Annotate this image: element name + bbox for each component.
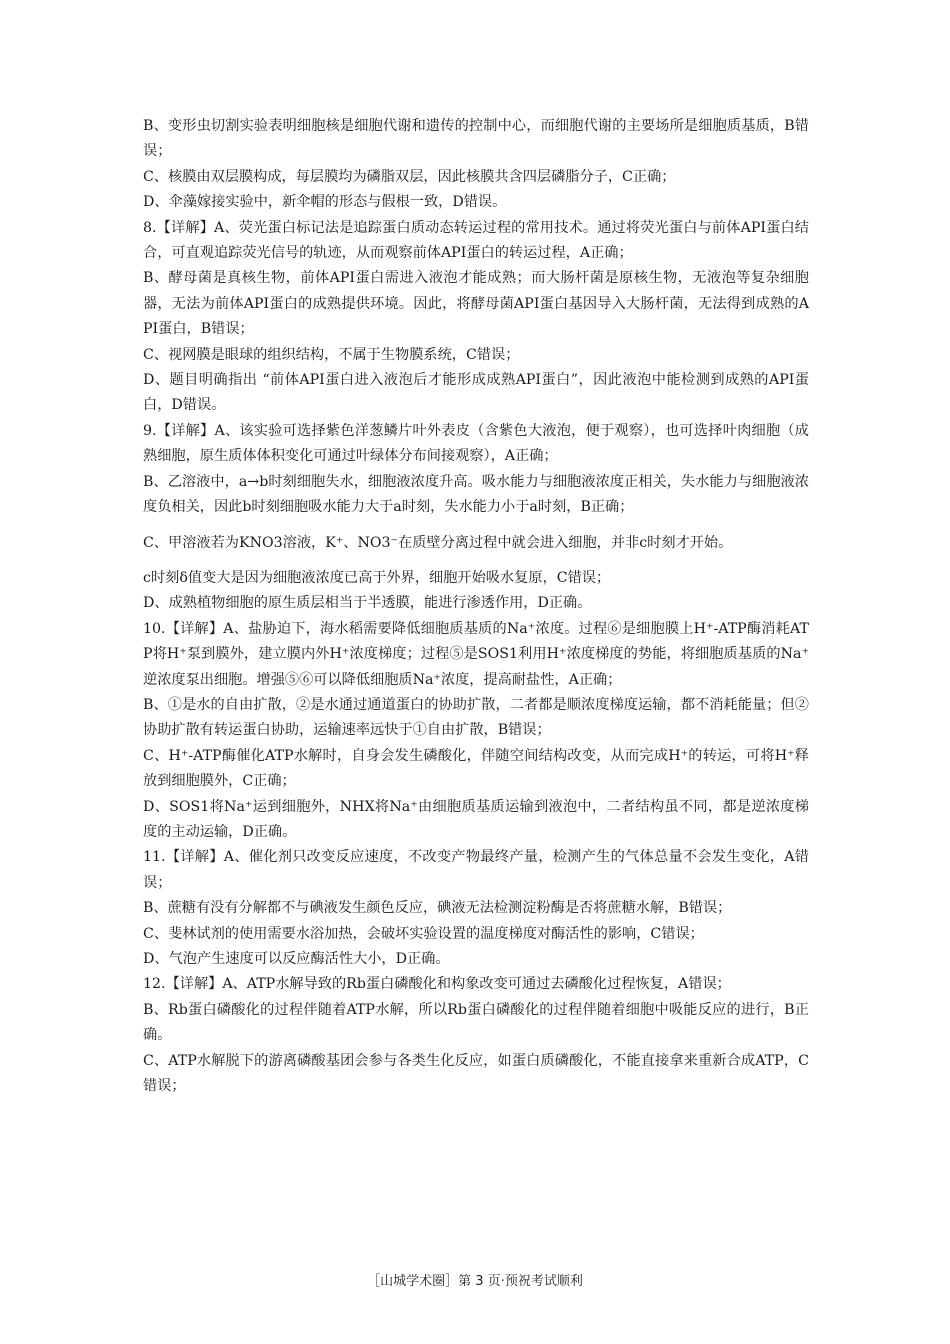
paragraph-12a: 12.【详解】A、ATP水解导致的Rb蛋白磷酸化和构象改变可通过去磷酸化过程恢复，A错误； xyxy=(143,976,731,993)
paragraph-9d: D、成熟植物细胞的原生质层相当于半透膜，能进行渗透作用，D正确。 xyxy=(143,595,592,612)
paragraph-7c: C、核膜由双层膜构成，每层膜均为磷脂双层，因此核膜共含四层磷脂分子，C正确； xyxy=(143,168,676,185)
paragraph-11c: C、斐林试剂的使用需要水浴加热，会破坏实验设置的温度梯度对酶活性的影响，C错误； xyxy=(143,925,704,942)
paragraph-10a: 10.【详解】A、盐胁迫下，海水稻需要降低细胞质基质的Na⁺浓度。过程⑥是细胞膜上H⁺-ATP酶消耗ATP将H⁺泵到膜外，建立膜内外H⁺浓度梯度；过程⑤是SOS1利用H⁺浓度梯度的势能，将细胞质基质的Na⁺逆浓度泵出细胞。增强⑤⑥可以降低细胞质Na⁺浓度，提高耐盐性，A正确； xyxy=(143,620,809,688)
page-body xyxy=(143,114,809,1099)
page-footer: ［山城学术圈］第 3 页·预祝考试顺利 xyxy=(367,1274,583,1289)
paragraph-11b: B、蔗糖有没有分解都不与碘液发生颜色反应，碘液无法检测淀粉酶是否将蔗糖水解，B错误； xyxy=(143,900,732,917)
paragraph-9b: B、乙溶液中，a→b时刻细胞失水，细胞液浓度升高。吸水能力与细胞液浓度正相关，失水能力与细胞液浓度负相关，因此b时刻细胞吸水能力大于a时刻，失水能力小于a时刻，B正确； xyxy=(143,473,809,516)
paragraph-9c-cont: c时刻δ值变大是因为细胞液浓度已高于外界，细胞开始吸水复原，C错误； xyxy=(143,569,611,586)
paragraph-9c: C、甲溶液若为KNO3溶液，K⁺、NO3⁻在质壁分离过程中就会进入细胞，并非c时刻才开始。 xyxy=(143,534,733,551)
paragraph-11a: 11.【详解】A、催化剂只改变反应速度，不改变产物最终产量，检测产生的气体总量不会发生变化，A错误； xyxy=(143,849,809,891)
paragraph-8d: D、题目明确指出 “前体API蛋白进入液泡后才能形成成熟API蛋白”，因此液泡中能检测到成熟的API蛋白，D错误。 xyxy=(143,372,809,414)
paragraph-11d: D、气泡产生速度可以反应酶活性大小，D正确。 xyxy=(143,951,450,967)
paragraph-8c: C、视网膜是眼球的组织结构，不属于生物膜系统，C错误； xyxy=(143,346,520,363)
paragraph-12b: B、Rb蛋白磷酸化的过程伴随着ATP水解，所以Rb蛋白磷酸化的过程伴随着细胞中吸能反应的进行，B正确。 xyxy=(143,1001,809,1044)
paragraph-10c: C、H⁺-ATP酶催化ATP水解时，自身会发生磷酸化，伴随空间结构改变，从而完成H⁺的转运，可将H⁺释放到细胞膜外，C正确； xyxy=(143,747,809,790)
paragraph-7d: D、伞藻嫁接实验中，新伞帽的形态与假根一致，D错误。 xyxy=(143,194,507,211)
paragraph-7b: B、变形虫切割实验表明细胞核是细胞代谢和遗传的控制中心，而细胞代谢的主要场所是细胞质基质，B错误； xyxy=(143,118,809,160)
paragraph-12c: C、ATP水解脱下的游离磷酸基团会参与各类生化反应，如蛋白质磷酸化，不能直接拿来重新合成ATP，C错误； xyxy=(143,1052,809,1095)
paragraph-10d: D、SOS1将Na⁺运到细胞外，NHX将Na⁺由细胞质基质运输到液泡中，二者结构虽不同，都是逆浓度梯度的主动运输，D正确。 xyxy=(143,798,809,840)
paragraph-9a: 9.【详解】A、该实验可选择紫色洋葱鳞片叶外表皮（含紫色大液泡，便于观察），也可选择叶肉细胞（成熟细胞，原生质体体积变化可通过叶绿体分布间接观察），A正确； xyxy=(143,422,809,465)
paragraph-8b: B、酵母菌是真核生物，前体API蛋白需进入液泡才能成熟；而大肠杆菌是原核生物，无液泡等复杂细胞器，无法为前体API蛋白的成熟提供环境。因此，将酵母菌API蛋白基因导入大肠杆菌，无法得到成熟的API蛋白，B错误； xyxy=(143,270,809,338)
paragraph-10b: B、①是水的自由扩散，②是水通过通道蛋白的协助扩散，二者都是顺浓度梯度运输，都不消耗能量；但②协助扩散有转运蛋白协助，运输速率远快于①自由扩散，B错误； xyxy=(143,696,809,739)
paragraph-8a: 8.【详解】A、荧光蛋白标记法是追踪蛋白质动态转运过程的常用技术。通过将荧光蛋白与前体API蛋白结合，可直观追踪荧光信号的轨迹，从而观察前体API蛋白的转运过程，A正确； xyxy=(143,219,809,262)
